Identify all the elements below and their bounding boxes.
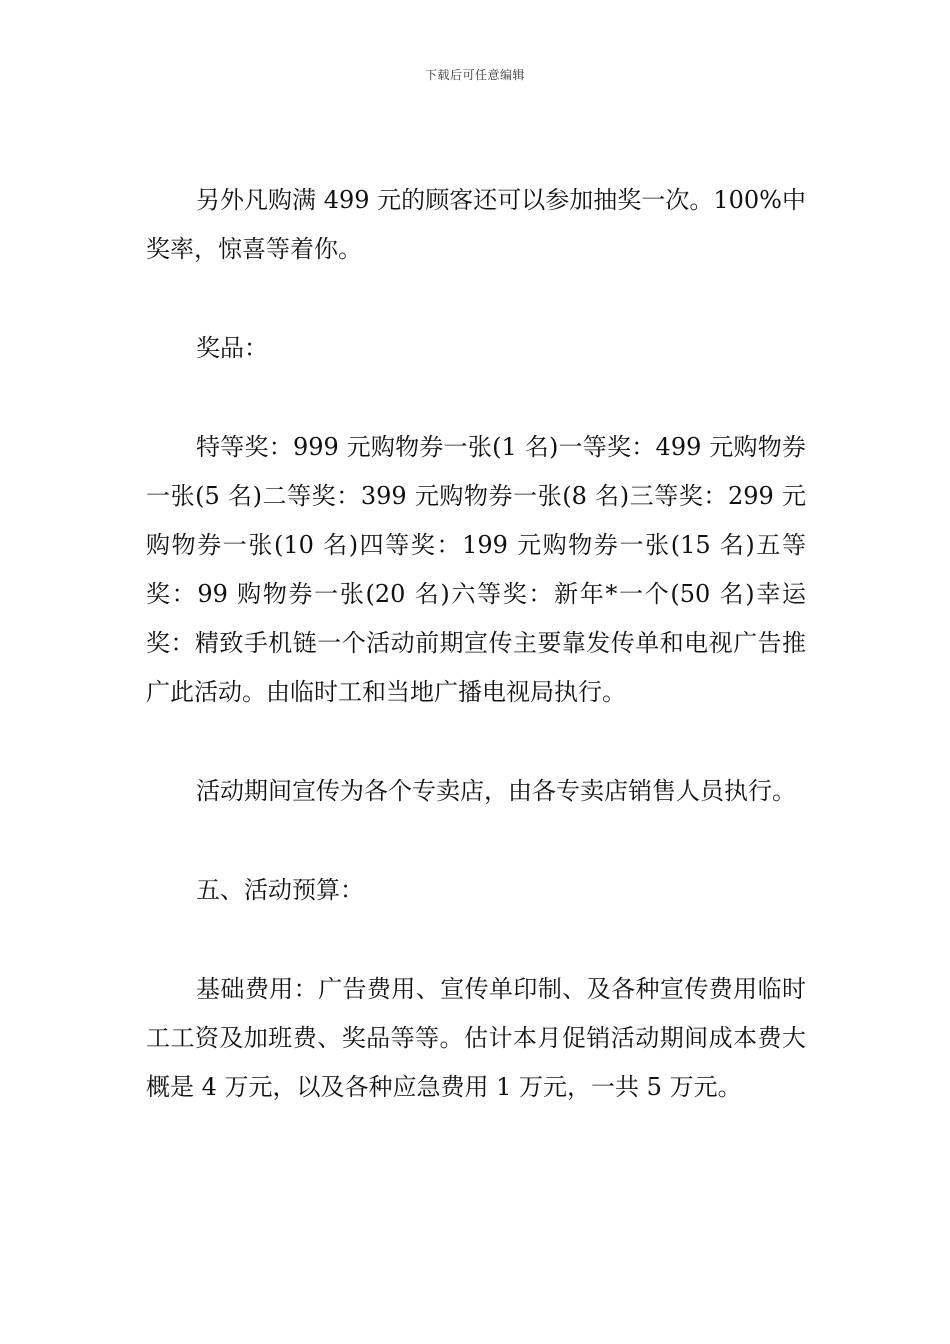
paragraph-in-store-promotion: 活动期间宣传为各个专卖店，由各专卖店销售人员执行。 [196,777,796,805]
paragraph-prizes-heading: 奖品： [196,334,268,362]
document-body [146,176,806,1162]
page-header: 下载后可任意编辑 [424,68,525,82]
section-heading-budget: 五、活动预算： [196,876,364,904]
paragraph-lottery: 另外凡购满 499 元的顾客还可以参加抽奖一次。100%中奖率，惊喜等着你。 [146,186,806,263]
paragraph-prize-list: 特等奖：999 元购物券一张(1 名)一等奖：499 元购物券一张(5 名)二等奖：399 元购物券一张(8 名)三等奖：299 元购物券一张(10 名)四等奖：199 元购物券一张(15 名)五等奖：99 购物券一张(20 名)六等奖：新年*一个(50 名)幸运奖：精致手机链一个活动前期宣传主要靠发传单和电视广告推广此活动。由临时工和当地广播电视局执行。 [146,433,806,706]
paragraph-base-costs: 基础费用：广告费用、宣传单印制、及各种宣传费用临时工工资及加班费、奖品等等。估计本月促销活动期间成本费大概是 4 万元，以及各种应急费用 1 万元，一共 5 万元。 [146,975,806,1101]
